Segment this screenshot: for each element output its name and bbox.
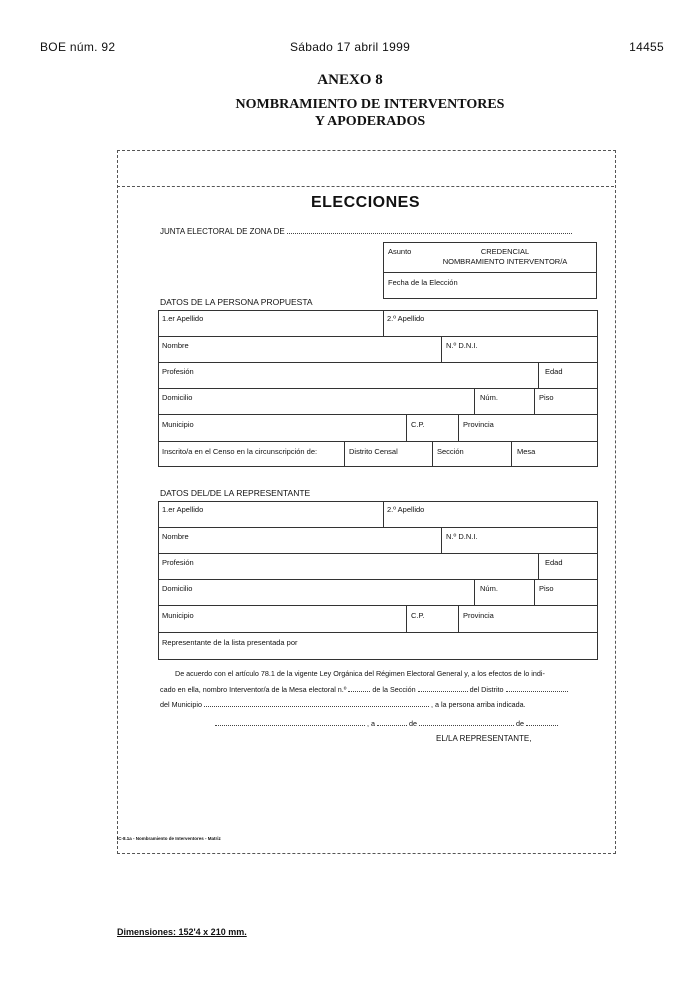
col-divider [534, 579, 535, 605]
p1-mesa-label: Mesa [517, 447, 536, 456]
p2-cp-label: C.P. [411, 611, 425, 620]
col-divider [458, 414, 459, 441]
p1-apellido1-label: 1.er Apellido [162, 314, 204, 323]
seccion-field[interactable] [418, 683, 468, 692]
p2-edad-label: Edad [545, 558, 563, 567]
place-field[interactable] [215, 717, 365, 726]
annex-title-line2: Y APODERADOS [314, 114, 426, 129]
annex-title-line1: NOMBRAMIENTO DE INTERVENTORES [235, 97, 505, 112]
signature-label: EL/LA REPRESENTANTE, [436, 734, 532, 743]
p1-nombre-label: Nombre [162, 341, 189, 350]
col-divider [474, 388, 475, 414]
annex-title [0, 96, 700, 130]
col-divider [441, 527, 442, 553]
col-divider [538, 553, 539, 579]
col-divider [441, 336, 442, 362]
p1-municipio-label: Municipio [162, 420, 194, 429]
dimensions-note: Dimensiones: 152'4 x 210 mm. [117, 927, 247, 937]
row-divider [158, 632, 598, 633]
section1-title: DATOS DE LA PERSONA PROPUESTA [160, 297, 313, 307]
month-field[interactable] [419, 717, 514, 726]
p1-piso-label: Piso [539, 393, 554, 402]
asunto-value-line1: CREDENCIAL [480, 247, 530, 256]
p1-cp-label: C.P. [411, 420, 425, 429]
declaration-municipio-text: del Municipio [160, 700, 202, 709]
row-divider [158, 527, 598, 528]
col-divider [406, 414, 407, 441]
col-divider [406, 605, 407, 632]
p2-apellido2-label: 2.º Apellido [387, 505, 425, 514]
declaration-distrito-text: del Distrito [469, 685, 504, 694]
p2-piso-label: Piso [539, 584, 554, 593]
year-field[interactable] [526, 717, 558, 726]
col-divider [511, 441, 512, 467]
p2-provincia-label: Provincia [463, 611, 494, 620]
sign-de1-text: de [409, 719, 417, 728]
p1-edad-label: Edad [545, 367, 563, 376]
col-divider [383, 310, 384, 336]
col-divider [383, 501, 384, 527]
row-divider [158, 553, 598, 554]
day-field[interactable] [377, 717, 407, 726]
p1-seccion-label: Sección [437, 447, 464, 456]
row-divider [158, 388, 598, 389]
fecha-eleccion-label: Fecha de la Elección [388, 278, 458, 287]
declaration-mesa-text: cado en ella, nombro Interventor/a de la Mesa electoral n.º [160, 685, 347, 694]
signature-place-date [215, 716, 605, 731]
section2-title: DATOS DEL/DE LA REPRESENTANTE [160, 488, 311, 498]
col-divider [474, 579, 475, 605]
p1-profesion-label: Profesión [162, 367, 194, 376]
form-title: ELECCIONES [310, 194, 420, 211]
col-divider [458, 605, 459, 632]
declaration-end-text: , a la persona arriba indicada. [430, 700, 526, 709]
p2-dni-label: N.º D.N.I. [446, 532, 478, 541]
row-divider [158, 362, 598, 363]
p1-provincia-label: Provincia [463, 420, 494, 429]
row-divider [158, 605, 598, 606]
asunto-value [420, 247, 590, 267]
col-divider [538, 362, 539, 388]
p2-num-label: Núm. [480, 584, 498, 593]
mesa-number-field[interactable] [348, 683, 370, 692]
p2-apellido1-label: 1.er Apellido [162, 505, 204, 514]
declaration-line1: De acuerdo con el artículo 78.1 de la vigente Ley Orgánica del Régimen Electoral General y, a los efectos de lo indi- [175, 669, 545, 678]
representante-table [158, 501, 598, 660]
p1-domicilio-label: Domicilio [162, 393, 193, 402]
p2-representante-lista-label: Representante de la lista presentada por [162, 638, 298, 647]
form-code: IC-8.1a - Nombramiento de Interventores - Matriz [117, 836, 221, 841]
publication-date: Sábado 17 abril 1999 [289, 40, 411, 54]
p1-dni-label: N.º D.N.I. [446, 341, 478, 350]
sign-a-text: , a [367, 719, 375, 728]
asunto-label: Asunto [388, 247, 412, 256]
junta-electoral [160, 225, 572, 236]
p2-domicilio-label: Domicilio [162, 584, 193, 593]
asunto-value-line2: NOMBRAMIENTO INTERVENTOR/A [442, 257, 568, 266]
declaration-line3 [160, 697, 600, 712]
declaration-line2 [160, 682, 600, 697]
col-divider [344, 441, 345, 467]
junta-label: JUNTA ELECTORAL DE ZONA DE [160, 227, 285, 236]
p1-num-label: Núm. [480, 393, 498, 402]
col-divider [432, 441, 433, 467]
junta-field[interactable] [287, 225, 572, 234]
annex-label: ANEXO 8 [317, 72, 383, 88]
p2-profesion-label: Profesión [162, 558, 194, 567]
p1-distrito-censal-label: Distrito Censal [349, 447, 398, 456]
col-divider [534, 388, 535, 414]
asunto-divider [383, 272, 597, 273]
p2-municipio-label: Municipio [162, 611, 194, 620]
row-divider [158, 441, 598, 442]
p2-nombre-label: Nombre [162, 532, 189, 541]
sign-de2-text: de [516, 719, 524, 728]
municipio-field[interactable] [204, 698, 429, 707]
bulletin-number: BOE núm. 92 [40, 40, 116, 54]
row-divider [158, 414, 598, 415]
row-divider [158, 336, 598, 337]
p1-apellido2-label: 2.º Apellido [387, 314, 425, 323]
form-header-band [117, 186, 614, 187]
row-divider [158, 579, 598, 580]
distrito-field[interactable] [506, 683, 568, 692]
declaration-seccion-text: de la Sección [372, 685, 416, 694]
page-number: 14455 [629, 40, 664, 54]
p1-inscrito-label: Inscrito/a en el Censo en la circunscripción de: [162, 447, 318, 456]
